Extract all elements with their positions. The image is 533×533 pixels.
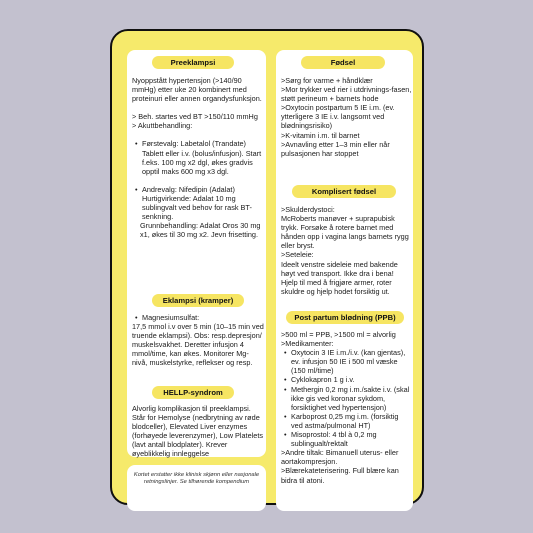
seteleie-body: Ideelt venstre sideleie med bakende høyt ved transport. Ikke dra i bena! Hjelp til med å frigjøre armer, roter skuldre og hjelp hodet forsiktig ut. xyxy=(281,259,398,296)
reference-card xyxy=(110,29,424,505)
eklampsi-section xyxy=(132,313,264,368)
hellp-section xyxy=(132,404,264,459)
preeklampsi-header: Preeklampsi xyxy=(152,56,234,69)
skulderdystoci-body: McRoberts manøver + suprapubisk trykk. Forsøke å rotere barnet med hånden opp i vagina langs barnets rygg eller bryst. xyxy=(281,214,409,251)
medication-item: • Cyklokapron 1 g i.v. xyxy=(281,375,412,384)
andrevalg-item: • Andrevalg: Nifedipin (Adalat) Hurtigvirkende: Adalat 10 mg sublingvalt ved behov for rask BT-senkning. xyxy=(132,185,264,221)
fodsel-line: >K-vitamin i.m. til barnet xyxy=(281,130,360,140)
fodsel-line: >Mor trykker ved rier i utdrivnings-fasen, støtt perineum + barnets hode xyxy=(281,85,412,104)
medikamenter-label: >Medikamenter: xyxy=(281,339,334,349)
seteleie-label: >Seteleie: xyxy=(281,250,314,260)
ppb-definition: >500 ml = PPB, >1500 ml = alvorlig xyxy=(281,330,396,339)
fodsel-line: >Avnavling etter 1–3 min eller når pulsasjonen har stoppet xyxy=(281,139,390,158)
skulderdystoci-label: >Skulderdystoci: xyxy=(281,205,335,214)
disclaimer-text: Kortet erstatter ikke klinisk skjønn eller nasjonale retningslinjer. Se tilhørende kompendium xyxy=(133,472,260,486)
right-panel xyxy=(276,50,413,511)
fodsel-line: >Sørg for varme + håndklær xyxy=(281,76,373,85)
grunnbehandling-text: Grunnbehandling: Adalat Oros 30 mg x1, økes til 30 mg x2. Jevn frisetting. xyxy=(140,221,261,240)
fodsel-line: >Oxytocin postpartum 5 IE i.m. (ev. ytterligere 3 IE i.v. langsomt ved blødningsrisiko) xyxy=(281,103,395,131)
hellp-header: HELLP-syndrom xyxy=(152,386,234,399)
komplisert-header: Komplisert fødsel xyxy=(292,185,396,198)
eklampsi-body: 17,5 mmol i.v over 5 min (10–15 min ved truende eklampsi). Obs: resp.depresjon/ muskelsvakhet. Deretter infusjon 4 mmol/time, kan økes. Monitorer Mg-nivå, muskelstyrke, reflekser og resp. xyxy=(132,322,264,368)
ppb-header: Post partum blødning (PPB) xyxy=(286,311,404,324)
magnesium-item: • Magnesiumsulfat: xyxy=(132,313,264,322)
forstevalg-item: • Førstevalg: Labetalol (Trandate) Tablett eller i.v. (bolus/infusjon). Start f.eks. 100 mg x2 dgl, økes gradvis opptil maks 600 mg x3 dgl. xyxy=(132,139,264,175)
hellp-body: Alvorlig komplikasjon til preeklampsi. Står for Hemolyse (nedbrytning av røde blodceller), Elevated Liver enzymes (forhøyede leverenzymer), Low Platelets (lavt antall blodplater). Krever øyeblikkelig innleggelse xyxy=(132,404,263,459)
disclaimer-panel xyxy=(127,465,266,511)
preeklampsi-section xyxy=(132,76,264,239)
eklampsi-header: Eklampsi (kramper) xyxy=(152,294,244,307)
ppb-section xyxy=(281,330,412,485)
medication-item: • Karboprost 0,25 mg i.m. (forsiktig ved astma/pulmonal HT) xyxy=(281,412,412,430)
behandling-start: > Beh. startes ved BT >150/110 mmHg xyxy=(132,112,258,122)
medication-item: • Methergin 0,2 mg i.m./sakte i.v. (skal ikke gis ved koronar sykdom, forsiktighet ved hypertensjon) xyxy=(281,385,412,412)
akuttbehandling-label: > Akuttbehandling: xyxy=(132,121,193,131)
andre-tiltak: >Andre tiltak: Bimanuell uterus- eller aortakompresjon. xyxy=(281,448,399,467)
fodsel-section xyxy=(281,76,412,158)
fodsel-header: Fødsel xyxy=(301,56,385,69)
blaerekateterisering: >Blærekateterisering. Full blære kan bidra til atoni. xyxy=(281,466,399,485)
medication-item: • Misoprostol: 4 tbl à 0,2 mg sublingualt/rektalt xyxy=(281,430,412,448)
medication-item: • Oxytocin 3 IE i.m./i.v. (kan gjentas), ev. infusjon 50 IE i 500 ml væske (150 ml/time) xyxy=(281,348,412,375)
left-panel xyxy=(127,50,266,457)
preeklampsi-intro: Nyoppstått hypertensjon (>140/90 mmHg) etter uke 20 kombinert med proteinuri eller annen organdysfunksjon. xyxy=(132,76,262,104)
komplisert-section xyxy=(281,205,412,296)
